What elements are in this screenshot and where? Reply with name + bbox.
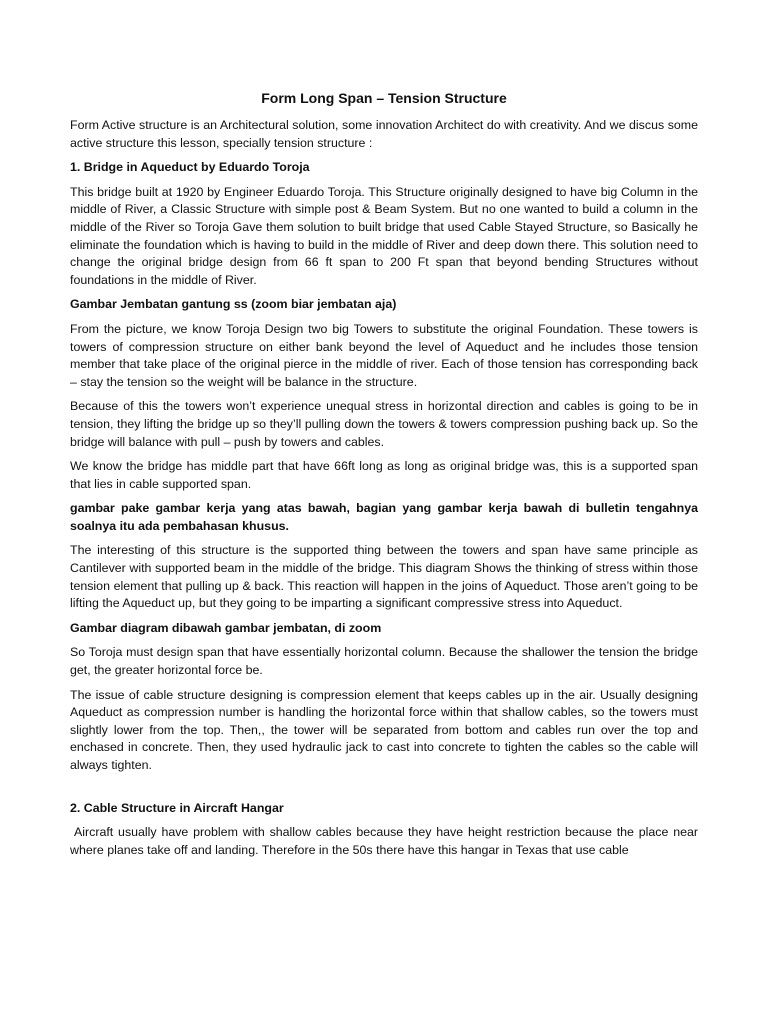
section-2-heading: 2. Cable Structure in Aircraft Hangar — [70, 800, 284, 815]
paragraph-middle-span: We know the bridge has middle part that have 66ft long as long as original bridge was, this is a supported span that lies in cable supported span. — [70, 459, 698, 491]
paragraph-cable-issue: The issue of cable structure designing is compression element that keeps cables up in the air. Usually designing Aqueduct as compression number is handling the horizontal force within that shallow cables, so the towers must slightly lower from the top. Then,, the tower will be separated from bottom and cables run over the top and enchased in concrete. Then, they used hydraulic jack to cast into concrete to tighten the cables so the cable will always tighten. — [70, 687, 698, 772]
section-1-heading: 1. Bridge in Aqueduct by Eduardo Toroja — [70, 160, 310, 175]
paragraph-bridge-history: This bridge built at 1920 by Engineer Eduardo Toroja. This Structure originally designed to have big Column in the middle of River, a Classic Structure with simple post & Beam System. But no one wanted to build a column in the middle of the River so Toroja Gave them solution to built bridge that used Cable Stayed Structure, so Basically he eliminate the foundation which is having to build in the middle of River and deep down there. This solution need to change the original bridge design from 66 ft span to 200 Ft span that beyond bending Structures without foundations in the middle of River. — [70, 184, 698, 287]
image-note-3: Gambar diagram dibawah gambar jembatan, di zoom — [70, 620, 382, 635]
image-note-1: Gambar Jembatan gantung ss (zoom biar jembatan aja) — [70, 297, 397, 312]
document-body — [70, 88, 698, 866]
document-title: Form Long Span – Tension Structure — [261, 90, 507, 106]
paragraph-horizontal-column: So Toroja must design span that have essentially horizontal column. Because the shallower the tension the bridge get, the greater horizontal force be. — [70, 645, 698, 678]
paragraph-towers: From the picture, we know Toroja Design two big Towers to substitute the original Foundation. These towers is towers of compression structure on either bank beyond the level of Aqueduct and he includes those tension member that take place of the original pierce in the middle of river. Each of those tension has corresponding back – stay the tension so the weight will be balance in the structure. — [70, 321, 698, 389]
intro-paragraph: Form Active structure is an Architectural solution, some innovation Architect do with creativity. And we discus some active structure this lesson, specially tension structure : — [70, 118, 698, 150]
paragraph-cantilever: The interesting of this structure is the supported thing between the towers and span have same principle as Cantilever with supported beam in the middle of the bridge. This diagram Shows the thinking of stress within those tension element that pulling up & back. This reaction will happen in the joins of Aqueduct. Those aren’t going to be lifting the Aqueduct up, but they going to be imparting a significant compressive stress into Aqueduct. — [70, 543, 698, 611]
section-spacer — [70, 782, 698, 800]
paragraph-aircraft-hangar: Aircraft usually have problem with shallow cables because they have height restriction because the place near where planes take off and landing. Therefore in the 50s there have this hangar in Texas that use cable — [70, 825, 698, 857]
image-note-2: gambar pake gambar kerja yang atas bawah, bagian yang gambar kerja bawah di bulletin tengahnya soalnya itu ada pembahasan khusus. — [70, 501, 698, 533]
paragraph-balance: Because of this the towers won’t experience unequal stress in horizontal direction and cables is going to be in tension, they lifting the bridge up so they’ll pulling down the towers & towers compression pushing back up. So the bridge will balance with pull – push by towers and cables. — [70, 399, 698, 449]
